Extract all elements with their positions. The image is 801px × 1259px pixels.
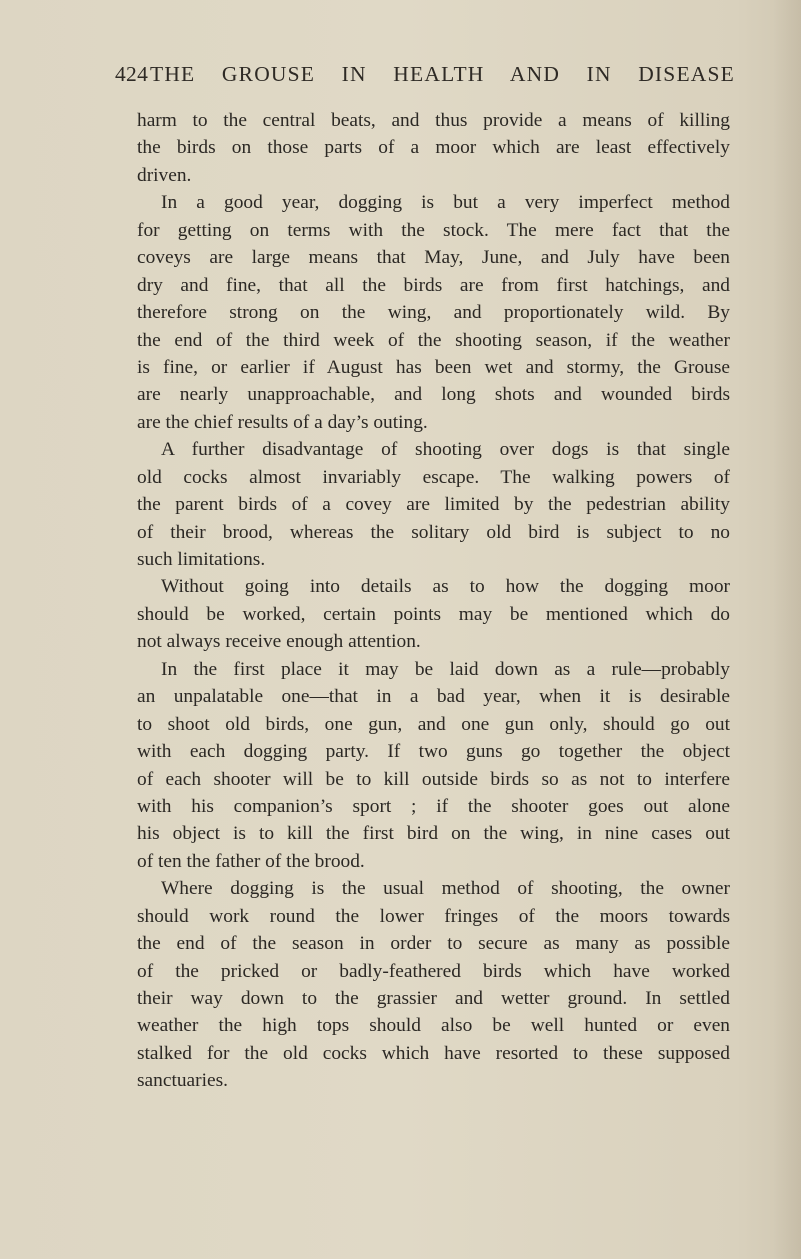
text-line: of the pricked or badly-feathered birds which have worked xyxy=(137,960,730,982)
text-line: of ten the father of the brood. xyxy=(137,850,365,872)
paragraph-start-line: Where dogging is the usual method of shooting, the owner xyxy=(161,878,730,900)
text-line: the end of the season in order to secure as many as possible xyxy=(137,933,730,955)
text-line: not always receive enough attention. xyxy=(137,631,421,653)
text-line: of each shooter will be to kill outside birds so as not to interfere xyxy=(137,768,730,790)
text-line: of their brood, whereas the solitary old bird is subject to no xyxy=(137,521,730,543)
text-line: stalked for the old cocks which have resorted to these supposed xyxy=(137,1042,730,1064)
text-line: sanctuaries. xyxy=(137,1070,228,1092)
text-line: the parent birds of a covey are limited by the pedestrian ability xyxy=(137,494,730,516)
text-line: dry and fine, that all the birds are from first hatchings, and xyxy=(137,274,730,296)
text-line: should work round the lower fringes of the moors towards xyxy=(137,905,730,927)
page-edge-shadow xyxy=(773,0,801,1259)
text-line: are the chief results of a day’s outing. xyxy=(137,411,428,433)
text-line: therefore strong on the wing, and proportionately wild. By xyxy=(137,302,730,324)
text-line: old cocks almost invariably escape. The walking powers of xyxy=(137,466,730,488)
text-line: such limitations. xyxy=(137,549,266,570)
text-line: his object is to kill the first bird on the wing, in nine cases out xyxy=(137,823,730,845)
text-line: the birds on those parts of a moor which are least effectively xyxy=(137,137,730,159)
paragraph-start-line: In a good year, dogging is but a very imperfect method xyxy=(161,192,730,214)
text-line: with his companion’s sport ; if the shooter goes out alone xyxy=(137,795,730,817)
paragraph-start-line: In the first place it may be laid down as a rule—probably xyxy=(161,658,730,680)
text-line: should be worked, certain points may be mentioned which do xyxy=(137,603,730,625)
text-line: to shoot old birds, one gun, and one gun only, should go out xyxy=(137,713,730,735)
text-line: the end of the third week of the shooting season, if the weather xyxy=(137,329,730,351)
paragraph-start-line: Without going into details as to how the dogging moor xyxy=(161,576,730,598)
running-head xyxy=(115,62,735,92)
text-line: their way down to the grassier and wetter ground. In settled xyxy=(137,988,730,1009)
text-line: weather the high tops should also be well hunted or even xyxy=(137,1015,730,1037)
text-line: are nearly unapproachable, and long shots and wounded birds xyxy=(137,384,730,406)
body-text xyxy=(137,107,730,1095)
text-line: driven. xyxy=(137,164,192,186)
running-title: THE GROUSE IN HEALTH AND IN DISEASE xyxy=(150,62,735,86)
paragraph-start-line: A further disadvantage of shooting over dogs is that single xyxy=(161,439,730,461)
text-line: with each dogging party. If two guns go together the object xyxy=(137,741,730,763)
page-number: 424 xyxy=(115,62,149,86)
text-line: is fine, or earlier if August has been wet and stormy, the Grouse xyxy=(137,356,730,378)
text-line: an unpalatable one—that in a bad year, when it is desirable xyxy=(137,686,730,708)
text-line: for getting on terms with the stock. The mere fact that the xyxy=(137,219,730,241)
text-line: harm to the central beats, and thus provide a means of killing xyxy=(137,110,730,131)
text-line: coveys are large means that May, June, and July have been xyxy=(137,247,730,269)
